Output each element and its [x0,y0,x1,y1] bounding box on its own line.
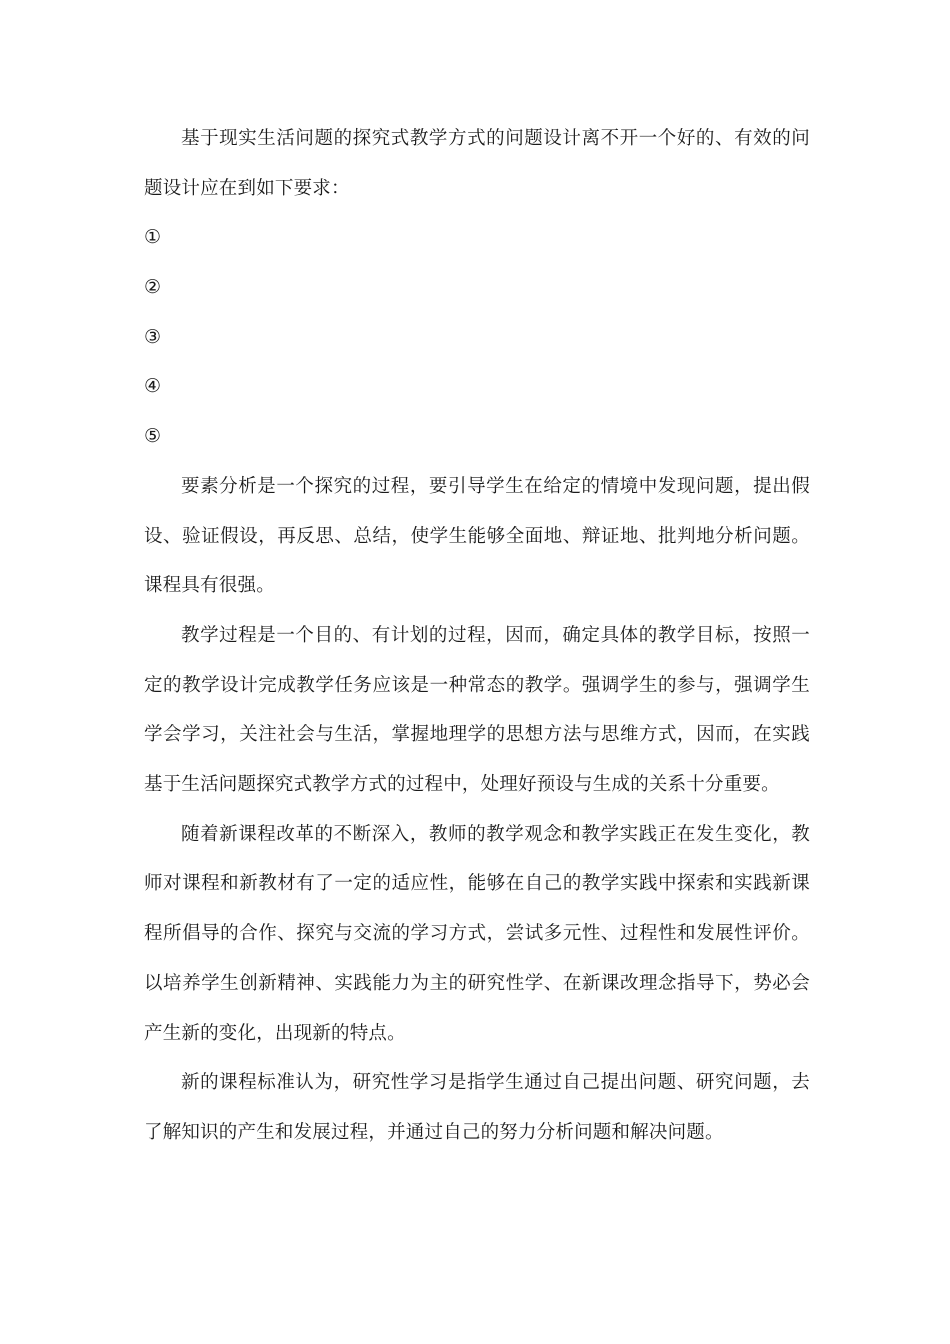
paragraph-research-learning: 新的课程标准认为，研究性学习是指学生通过自己提出问题、研究问题，去了解知识的产生和发展过程，并通过自己的努力分析问题和解决问题。 [144,1072,810,1143]
paragraph-curriculum-reform: 随着新课程改革的不断深入，教师的教学观念和教学实践正在发生变化，教师对课程和新教材有了一定的适应性，能够在自己的教学实践中探索和实践新课程所倡导的合作、探究与交流的学习方式，尝试多元性、过程性和发展性评价。以培养学生创新精神、实践能力为主的研究性学、在新课改理念指导下，势必会产生新的变化，出现新的特点。 [144,823,810,1044]
document-body [144,114,810,1158]
paragraph-element-analysis: 要素分析是一个探究的过程，要引导学生在给定的情境中发现问题，提出假设、验证假设，再反思、总结，使学生能够全面地、辩证地、批判地分析问题。课程具有很强。 [144,475,810,597]
list-marker-3: ③ [144,325,162,348]
intro-paragraph: 基于现实生活问题的探究式教学方式的问题设计离不开一个好的、有效的问题设计应在到如下要求： [144,128,810,199]
paragraph-teaching-process: 教学过程是一个目的、有计划的过程，因而，确定具体的教学目标，按照一定的教学设计完成教学任务应该是一种常态的教学。强调学生的参与，强调学生学会学习，关注社会与生活，掌握地理学的思想方法与思维方式，因而，在实践基于生活问题探究式教学方式的过程中，处理好预设与生成的关系十分重要。 [144,624,810,796]
list-marker-1: ① [144,226,162,249]
list-marker-2: ② [144,276,162,299]
list-marker-4: ④ [144,375,162,398]
list-marker-5: ⑤ [144,425,162,448]
